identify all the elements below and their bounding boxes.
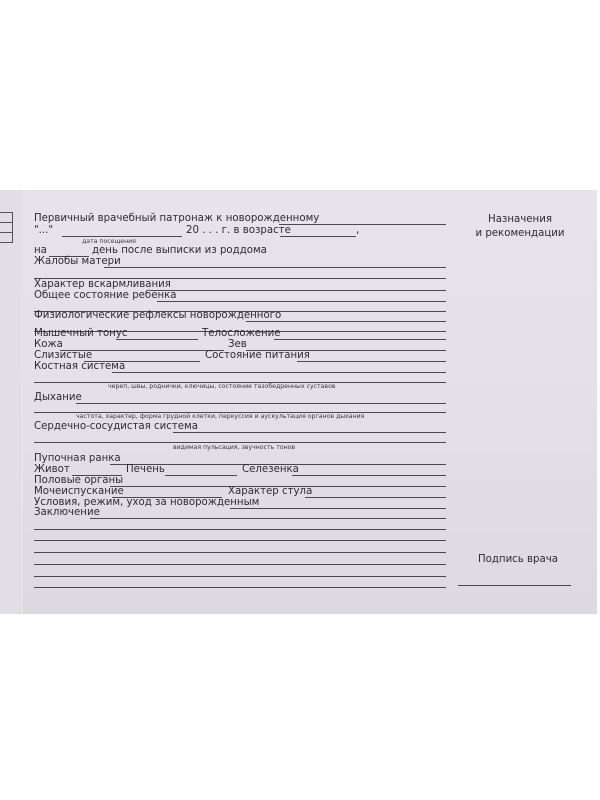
muscle-tone-field[interactable]: [116, 339, 198, 340]
doctor-signature-field[interactable]: [458, 585, 571, 586]
abdomen-label: Живот: [34, 464, 70, 475]
conclusion-field-line5[interactable]: [34, 564, 446, 565]
doctor-signature-label: Подпись врача: [477, 554, 559, 565]
conclusion-field-line3[interactable]: [34, 540, 446, 541]
complaints-field[interactable]: [104, 267, 446, 268]
build-label: Телосложение: [202, 328, 281, 339]
care-field[interactable]: [230, 508, 446, 509]
bone-system-caption: череп, швы, роднички, ключицы, состояние тазобедренных суставов: [108, 383, 336, 390]
newborn-name-field[interactable]: [279, 224, 446, 225]
conclusion-field-line4[interactable]: [34, 552, 446, 553]
skin-label: Кожа: [34, 339, 63, 350]
spleen-field[interactable]: [292, 475, 446, 476]
date-quotes: "...": [34, 225, 54, 236]
muscle-tone-label: Мышечный тонус: [34, 328, 128, 339]
conclusion-label: Заключение: [34, 507, 100, 518]
cardio-label: Сердечно-сосудистая система: [34, 421, 198, 432]
cardio-field[interactable]: [173, 432, 446, 433]
age-field[interactable]: [280, 236, 356, 237]
breathing-field[interactable]: [76, 403, 446, 404]
visit-date-field[interactable]: [62, 236, 182, 237]
conclusion-field-line2[interactable]: [34, 529, 446, 530]
umbilical-label: Пупочная ранка: [34, 453, 121, 464]
day-after-discharge-label: день после выписки из роддома: [92, 245, 267, 256]
stool-field[interactable]: [305, 497, 446, 498]
form-page: [0, 190, 597, 614]
complaints-label: Жалобы матери: [34, 256, 121, 267]
cardio-field-line2[interactable]: [34, 442, 446, 443]
care-label: Условия, режим, уход за новорожденным: [34, 497, 260, 508]
year-age-label: 20 . . . г. в возрасте: [186, 225, 291, 236]
form-title: Первичный врачебный патронаж к новорожденному: [34, 213, 320, 224]
recommendations-heading-line1: Назначения: [488, 214, 552, 225]
liver-label: Печень: [126, 464, 165, 475]
breathing-caption: частота, характер, форма грудной клетки, перкуссия и аускультация органов дыхания: [76, 413, 365, 420]
general-state-field[interactable]: [157, 301, 446, 302]
visit-date-caption: дата посещения: [82, 238, 136, 245]
genitals-label: Половые органы: [34, 475, 124, 486]
bone-system-field[interactable]: [112, 372, 446, 373]
conclusion-field-line7[interactable]: [34, 587, 446, 588]
page-fold: [20, 190, 23, 614]
stool-label: Характер стула: [228, 486, 313, 497]
age-comma: ,: [356, 225, 360, 236]
previous-page-edge: [0, 190, 20, 614]
day-prefix: на: [34, 245, 47, 256]
feeding-field[interactable]: [150, 290, 446, 291]
conclusion-field[interactable]: [90, 518, 446, 519]
corner-box-table: [0, 212, 13, 243]
bone-system-label: Костная система: [34, 361, 126, 372]
liver-field[interactable]: [165, 475, 237, 476]
spleen-label: Селезенка: [242, 464, 299, 475]
reflexes-field[interactable]: [246, 321, 446, 322]
feeding-label: Характер вскармливания: [34, 279, 171, 290]
conclusion-field-line6[interactable]: [34, 576, 446, 577]
mucous-label: Слизистые: [34, 350, 93, 361]
nutrition-field[interactable]: [297, 361, 446, 362]
recommendations-heading-line2: и рекомендации: [475, 228, 565, 239]
build-field[interactable]: [274, 339, 446, 340]
nutrition-label: Состояние питания: [205, 350, 310, 361]
breathing-label: Дыхание: [34, 392, 82, 403]
reflexes-label: Физиологические рефлексы новорожденного: [34, 310, 282, 321]
urination-label: Мочеиспускание: [34, 486, 124, 497]
general-state-label: Общее состояние ребенка: [34, 290, 177, 301]
throat-label: Зев: [228, 339, 247, 350]
cardio-caption: видимая пульсация, звучность тонов: [173, 444, 296, 451]
